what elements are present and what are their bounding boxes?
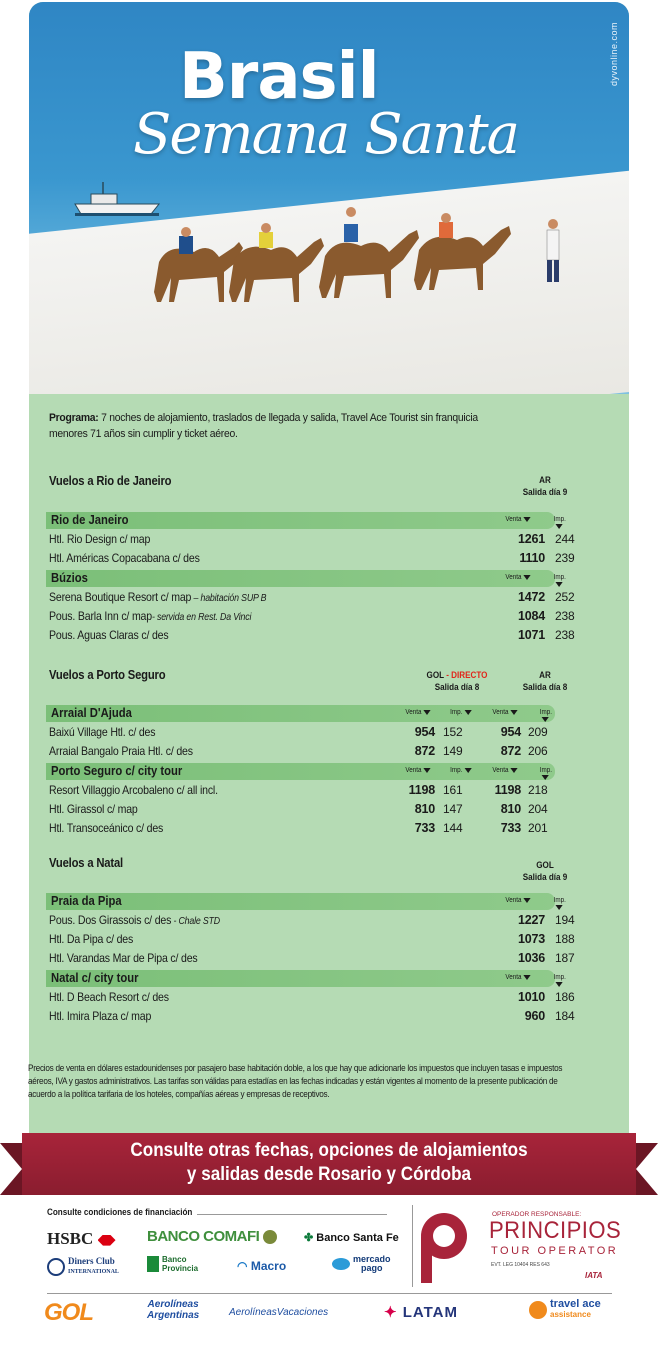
- group-name: Arraial D'Ajuda: [51, 706, 132, 720]
- operator-legajo: EVT. LEG 10404 RES 643: [491, 1262, 550, 1268]
- principios-emblem-icon: [421, 1213, 467, 1283]
- price-imp-ar: 218: [528, 783, 548, 797]
- program-description: 7 noches de alojamiento, traslados de llegada y salida, Travel Ace Tourist sin franquicia menores 71 años sin cumplir y ticket aéreo.: [49, 412, 478, 440]
- venta-label: Venta: [405, 709, 430, 716]
- operator-label: OPERADOR RESPONSABLE:: [492, 1211, 582, 1218]
- hotel-row: [49, 607, 575, 626]
- group-name: Porto Seguro c/ city tour: [51, 764, 183, 778]
- price-venta: 960: [524, 1009, 545, 1023]
- price-imp: 238: [555, 628, 575, 642]
- price-imp-gol: 144: [443, 821, 463, 835]
- hotel-row: [49, 949, 575, 968]
- price-imp-gol: 152: [443, 725, 463, 739]
- mercado-pago-logo: mercado pago: [332, 1255, 391, 1273]
- financing-label: Consulte condiciones de financiación: [47, 1207, 193, 1217]
- hotel-row: [49, 1007, 575, 1026]
- departure-date: Salida día 9: [522, 872, 568, 882]
- group-name: Rio de Janeiro: [51, 513, 129, 527]
- direct-flight-note: DIRECTO: [451, 670, 488, 680]
- airline-label: GOL: [536, 860, 554, 870]
- departure-date: Salida día 9: [522, 487, 568, 497]
- program-label: Programa:: [49, 412, 99, 424]
- group-band-porto-seguro: [46, 763, 555, 780]
- hero-photo: [29, 2, 629, 394]
- hotel-name: Resort Villaggio Arcobaleno c/ all incl.: [49, 783, 218, 797]
- hotel-name: Htl. D Beach Resort c/ des: [49, 990, 169, 1004]
- price-imp: 188: [555, 932, 575, 946]
- gol-logo: GOL: [44, 1299, 93, 1326]
- price-venta: 1261: [517, 532, 545, 546]
- hotel-name: Htl. Imira Plaza c/ map: [49, 1009, 152, 1023]
- imp-label: Imp.: [540, 709, 554, 723]
- price-venta-gol: 954: [414, 725, 435, 739]
- section-title-natal: Vuelos a Natal: [49, 856, 123, 870]
- price-venta: 1084: [517, 609, 545, 623]
- column-header-natal-gol: [505, 859, 586, 883]
- operator-name: PRINCIPIOS: [489, 1217, 622, 1244]
- price-venta: 1071: [517, 628, 545, 642]
- hotel-row: [49, 988, 575, 1007]
- camel-caravan-icon: [139, 202, 599, 312]
- venta-label: Venta: [505, 574, 530, 581]
- title-semana-santa: Semana Santa: [133, 102, 518, 167]
- hotel-row: [49, 530, 575, 549]
- hotel-name: Htl. Varandas Mar de Pipa c/ des: [49, 951, 198, 965]
- banco-provincia-logo: Banco Provincia: [147, 1255, 198, 1273]
- price-venta-gol: 1198: [408, 783, 435, 797]
- price-imp-ar: 201: [528, 821, 548, 835]
- group-band-pipa: [46, 893, 566, 910]
- price-imp-gol: 149: [443, 744, 463, 758]
- macro-logo: ◠ Macro: [237, 1259, 287, 1273]
- hotel-name: Pous. Dos Girassois c/ des - Chale STD: [49, 913, 220, 927]
- price-venta-ar: 1198: [494, 783, 521, 797]
- hotel-row: [49, 723, 554, 742]
- hotel-row: [49, 930, 575, 949]
- price-imp: 187: [555, 951, 575, 965]
- price-venta-ar: 872: [500, 744, 521, 758]
- hotel-row: [49, 626, 575, 645]
- imp-label: Imp.: [450, 767, 471, 774]
- column-header-porto-ar: [505, 669, 586, 693]
- hotel-name: Serena Boutique Resort c/ map – habitación SUP B: [49, 590, 267, 604]
- group-name: Búzios: [51, 571, 88, 585]
- price-venta-ar: 954: [500, 725, 521, 739]
- venta-label: Venta: [505, 516, 530, 523]
- iata-logo: IATA: [585, 1271, 603, 1280]
- imp-label: Imp.: [450, 709, 471, 716]
- column-header-rio-ar: [505, 474, 586, 498]
- imp-label: Imp.: [554, 516, 566, 530]
- watermark: dyvonline.com: [609, 22, 619, 87]
- group-band-natal: [46, 970, 566, 987]
- hotel-note: – habitación SUP B: [191, 593, 267, 604]
- price-imp: 244: [555, 532, 575, 546]
- ribbon-line-2: y salidas desde Rosario y Córdoba: [186, 1164, 472, 1185]
- price-venta: 1073: [517, 932, 545, 946]
- price-venta: 1227: [517, 913, 545, 927]
- price-venta: 1036: [517, 951, 545, 965]
- hotel-note: - servida en Rest. Da Vinci: [151, 612, 252, 623]
- price-venta: 1472: [517, 590, 545, 604]
- imp-label: Imp.: [540, 767, 554, 781]
- aerolineas-argentinas-logo: Aerolíneas Argentinas: [147, 1299, 200, 1321]
- hotel-name: Htl. Da Pipa c/ des: [49, 932, 134, 946]
- hotel-note: - Chale STD: [171, 916, 220, 927]
- program-text: [49, 410, 514, 442]
- imp-label: Imp.: [554, 897, 566, 911]
- venta-label: Venta: [405, 767, 430, 774]
- group-name: Praia da Pipa: [51, 894, 122, 908]
- latam-logo: ✦ LATAM: [384, 1304, 459, 1321]
- section-title-rio: Vuelos a Rio de Janeiro: [49, 474, 172, 488]
- price-venta-ar: 810: [500, 802, 521, 816]
- ribbon-line-1: Consulte otras fechas, opciones de alojamientos: [130, 1140, 528, 1161]
- venta-label: Venta: [505, 974, 530, 981]
- group-band-buzios: [46, 570, 566, 587]
- hotel-name: Arraial Bangalo Praia Htl. c/ des: [49, 744, 193, 758]
- hsbc-logo: HSBC: [47, 1229, 116, 1249]
- imp-label: Imp.: [554, 974, 566, 988]
- hotel-name: Htl. Girassol c/ map: [49, 802, 138, 816]
- title-brasil: Brasil: [179, 40, 379, 114]
- group-band-arraial: [46, 705, 555, 722]
- price-imp: 239: [555, 551, 575, 565]
- price-venta-gol: 872: [414, 744, 435, 758]
- banco-santa-fe-logo: ✤ Banco Santa Fe: [304, 1232, 399, 1244]
- group-name: Natal c/ city tour: [51, 971, 139, 985]
- price-imp-ar: 209: [528, 725, 548, 739]
- imp-label: Imp.: [554, 574, 566, 588]
- column-header-porto-gol: GOL - DIRECTO Salida día 8: [417, 669, 498, 693]
- price-footnote: Precios de venta en dólares estadounidenses por pasajero base habitación doble, a los que hay que adicionarle los impuestos que incluyen tasas e impuestos aéreos, IVA y gastos administrativos. Las tarifas son válidas para estadías en las fechas indicadas y están vigentes al momento de la presente publicación de acuerdo a la política tarifaria de los hoteles, compañías aéreas y empresas de receptivos.: [28, 1063, 563, 1099]
- hotel-row: [49, 588, 575, 607]
- airline-label: AR: [539, 670, 551, 680]
- venta-label: Venta: [492, 709, 517, 716]
- price-imp-ar: 206: [528, 744, 548, 758]
- price-venta-gol: 810: [414, 802, 435, 816]
- price-imp: 238: [555, 609, 575, 623]
- operator-subtitle: TOUR OPERATOR: [491, 1245, 619, 1257]
- hotel-row: [49, 781, 554, 800]
- price-venta-gol: 733: [414, 821, 435, 835]
- venta-label: Venta: [505, 897, 530, 904]
- hotel-row: [49, 742, 554, 761]
- hotel-name: Htl. Américas Copacabana c/ des: [49, 551, 200, 565]
- hotel-name: Pous. Barla Inn c/ map- servida en Rest. Da Vinci: [49, 609, 252, 623]
- price-venta: 1110: [519, 551, 545, 565]
- section-title-porto: Vuelos a Porto Seguro: [49, 668, 166, 682]
- airline-label: AR: [539, 475, 551, 485]
- price-imp: 194: [555, 913, 575, 927]
- banco-comafi-logo: BANCO COMAFI: [147, 1228, 277, 1245]
- price-imp-gol: 161: [443, 783, 463, 797]
- hotel-row: [49, 819, 554, 838]
- venta-label: Venta: [492, 767, 517, 774]
- hotel-name: Htl. Rio Design c/ map: [49, 532, 151, 546]
- aerolineas-vacaciones-logo: AerolíneasVacaciones: [229, 1307, 329, 1318]
- travel-ace-logo: travel ace assistance: [529, 1299, 601, 1320]
- group-band-rio: [46, 512, 566, 529]
- diners-club-logo: Diners Club INTERNATIONAL: [47, 1257, 119, 1277]
- departure-date: Salida día 8: [434, 682, 480, 692]
- price-imp: 184: [555, 1009, 575, 1023]
- price-imp: 186: [555, 990, 575, 1004]
- price-imp-ar: 204: [528, 802, 548, 816]
- hotel-name: Htl. Transoceánico c/ des: [49, 821, 164, 835]
- price-imp-gol: 147: [443, 802, 463, 816]
- sponsors-panel: [29, 1195, 629, 1345]
- departure-date: Salida día 8: [522, 682, 568, 692]
- hotel-row: [49, 549, 575, 568]
- price-venta: 1010: [517, 990, 545, 1004]
- airline-label: GOL: [426, 670, 444, 680]
- hotel-row: [49, 911, 575, 930]
- price-venta-ar: 733: [500, 821, 521, 835]
- price-imp: 252: [555, 590, 575, 604]
- hotel-name: Baixú Village Htl. c/ des: [49, 725, 156, 739]
- contact-ribbon: [0, 1133, 658, 1195]
- hotel-row: [49, 800, 554, 819]
- hotel-name: Pous. Aguas Claras c/ des: [49, 628, 169, 642]
